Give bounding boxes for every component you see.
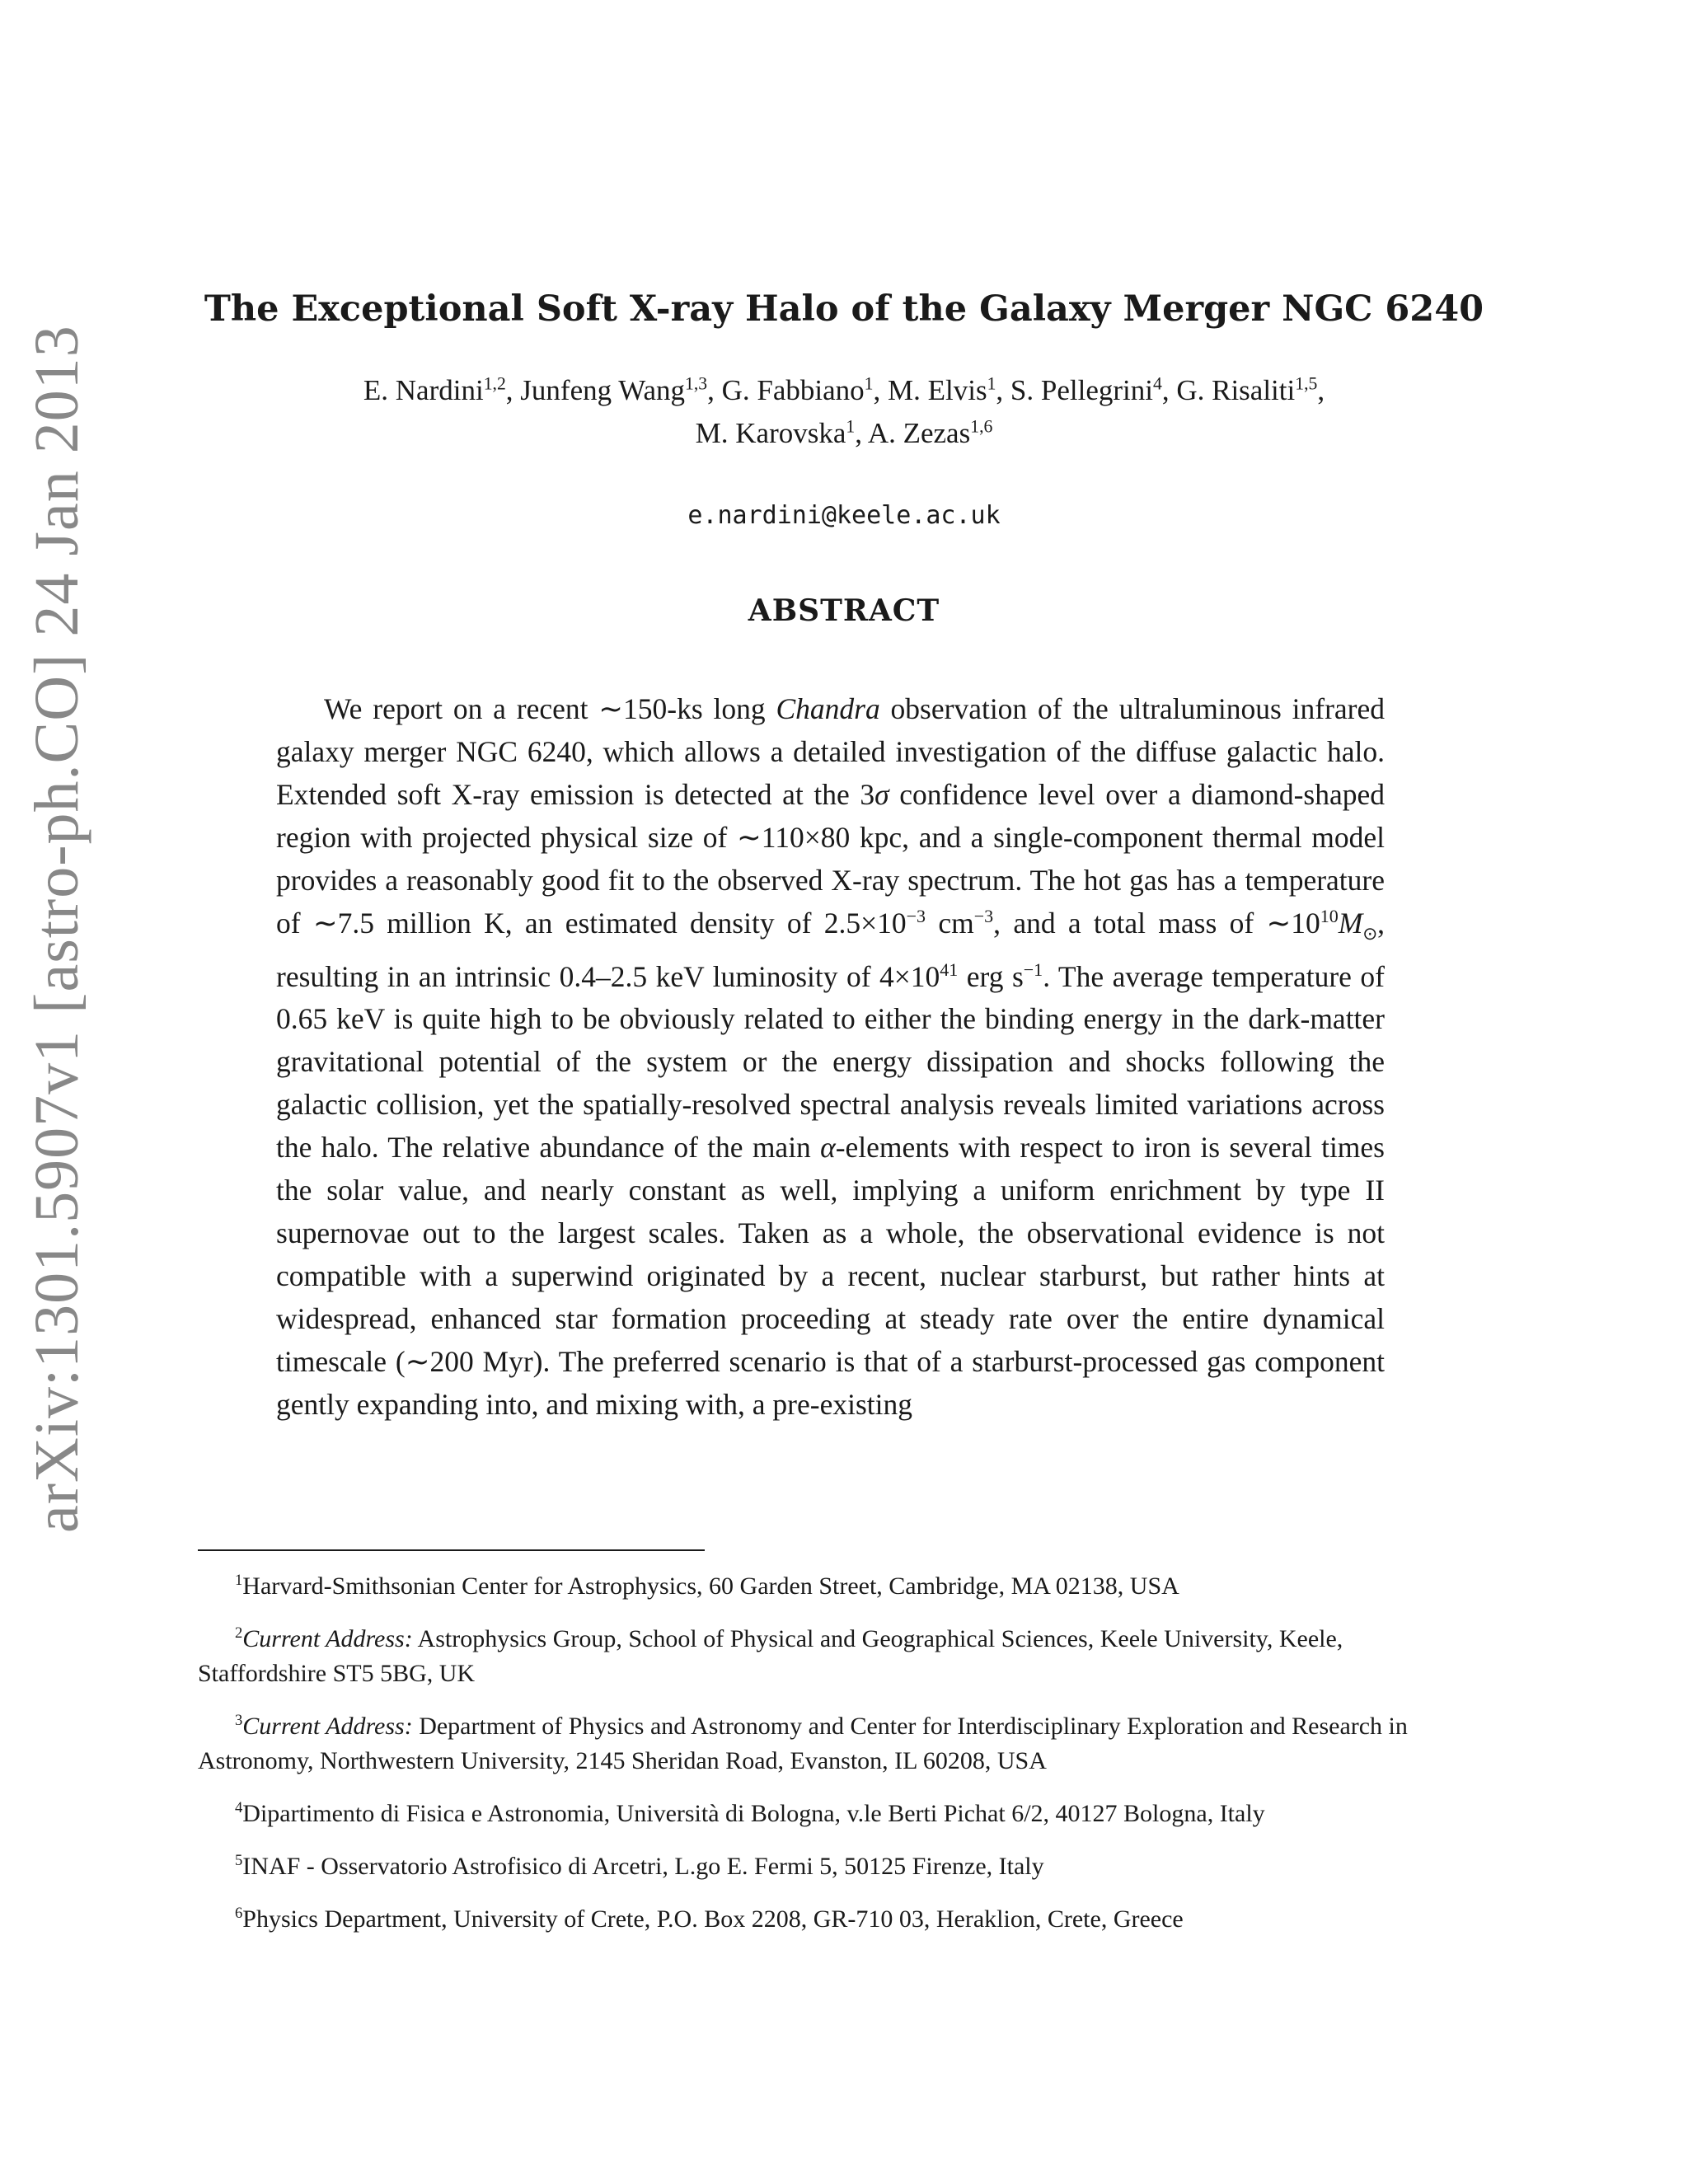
chandra-italic: Chandra: [776, 692, 880, 725]
footnote-5: $^5$INAF - Osservatorio Astrofisico di Arcetri, L.go E. Fermi 5, 50125 Firenze, Italy: [235, 1852, 1044, 1880]
footnote-4: $^4$Dipartimento di Fisica e Astronomia, Università di Bologna, v.le Berti Pichat 6/2, 40127 Bologna, Italy: [235, 1799, 1265, 1827]
author-list: [165, 369, 1523, 455]
author-name: E. Nardini: [363, 374, 484, 406]
footnote-3: $^3$Current Address: Department of Physics and Astronomy and Center for Interdisciplinary Exploration and Research in Astronomy, Northwestern University, 2145 Sheridan Road, Evanston, IL 60208, USA: [198, 1712, 1408, 1774]
footnote-separator: [198, 1549, 705, 1551]
author-name: G. Risaliti: [1176, 374, 1296, 406]
author-affiliation: 1: [846, 416, 856, 437]
abstract-heading: ABSTRACT: [748, 593, 940, 628]
author-name: M. Elvis: [888, 374, 987, 406]
author-affiliation: 1,2: [483, 373, 506, 394]
paper-title: The Exceptional Soft X-ray Halo of the Galaxy Merger NGC 6240: [204, 288, 1484, 330]
footnote-1: $^1$Harvard-Smithsonian Center for Astrophysics, 60 Garden Street, Cambridge, MA 02138, USA: [235, 1572, 1179, 1600]
author-affiliation: 1,6: [970, 416, 993, 437]
abstract-text: We report on a recent ∼150-ks long Chandra observation of the ultraluminous infrared galaxy merger NGC 6240, which allows a detailed investigation of the diffuse galactic halo. Extended soft X-ray emission is detected at the 3σ confidence level over a diamond-shaped region with projected physical size of ∼110×80 kpc, and a single-component thermal model provides a reasonably good fit to the observed X-ray spectrum. The hot gas has a temperature of ∼7.5 million K, an estimated density of $2.5\times 10^{-3}$ $cm^{-3}$, and a total mass of $\sim 10^{10}M_⊙$, resulting in an intrinsic 0.4–2.5 keV luminosity of $4\times 10^{41}$ erg $s^{-1}$. The average temperature of 0.65 keV is quite high to be obviously related to either the binding energy in the dark-matter gravitational potential of the system or the energy dissipation and shocks following the galactic collision, yet the spatially-resolved spectral analysis reveals limited variations across the halo. The relative abundance of the main α-elements with respect to iron is several times the solar value, and nearly constant as well, implying a uniform enrichment by type II supernovae out to the largest scales. Taken as a whole, the observational evidence is not compatible with a superwind originated by a recent, nuclear starburst, but rather hints at widespread, enhanced star formation proceeding at steady rate over the entire dynamical timescale (∼200 Myr). The preferred scenario is that of a starburst-processed gas component gently expanding into, and mixing with, a pre-existing: [276, 692, 1386, 1421]
author-name: A. Zezas: [867, 417, 971, 449]
author-name: S. Pellegrini: [1010, 374, 1153, 406]
author-line-1: E. Nardini$^{1,2}$, Junfeng Wang$^{1,3}$, G. Fabbiano$^1$, M. Elvis$^1$, S. Pellegrini$^4$, G. Risaliti$^{1,5}$,: [363, 373, 1325, 406]
author-name: G. Fabbiano: [721, 374, 865, 406]
arxiv-identifier-stamp: arXiv:1301.5907v1 [astro-ph.CO] 24 Jan 2013: [22, 325, 91, 1533]
author-name: Junfeng Wang: [520, 374, 685, 406]
author-affiliation: 1: [864, 373, 874, 394]
author-affiliation: 1,5: [1295, 373, 1318, 394]
author-name: M. Karovska: [695, 417, 846, 449]
author-affiliation: 1,3: [685, 373, 708, 394]
author-affiliation: 1: [987, 373, 996, 394]
footnote-6: $^6$Physics Department, University of Crete, P.O. Box 2208, GR-710 03, Heraklion, Crete, Greece: [235, 1905, 1184, 1933]
author-affiliation: 4: [1152, 373, 1162, 394]
footnote-2: $^2$Current Address: Astrophysics Group, School of Physical and Geographical Sciences, Keele University, Keele, Staffordshire ST5 5BG, UK: [198, 1624, 1343, 1687]
affiliation-footnotes: [198, 1569, 1467, 1955]
author-line-2: M. Karovska$^1$, A. Zezas$^{1,6}$: [695, 416, 993, 449]
contact-email[interactable]: e.nardini@keele.ac.uk: [687, 501, 1001, 530]
